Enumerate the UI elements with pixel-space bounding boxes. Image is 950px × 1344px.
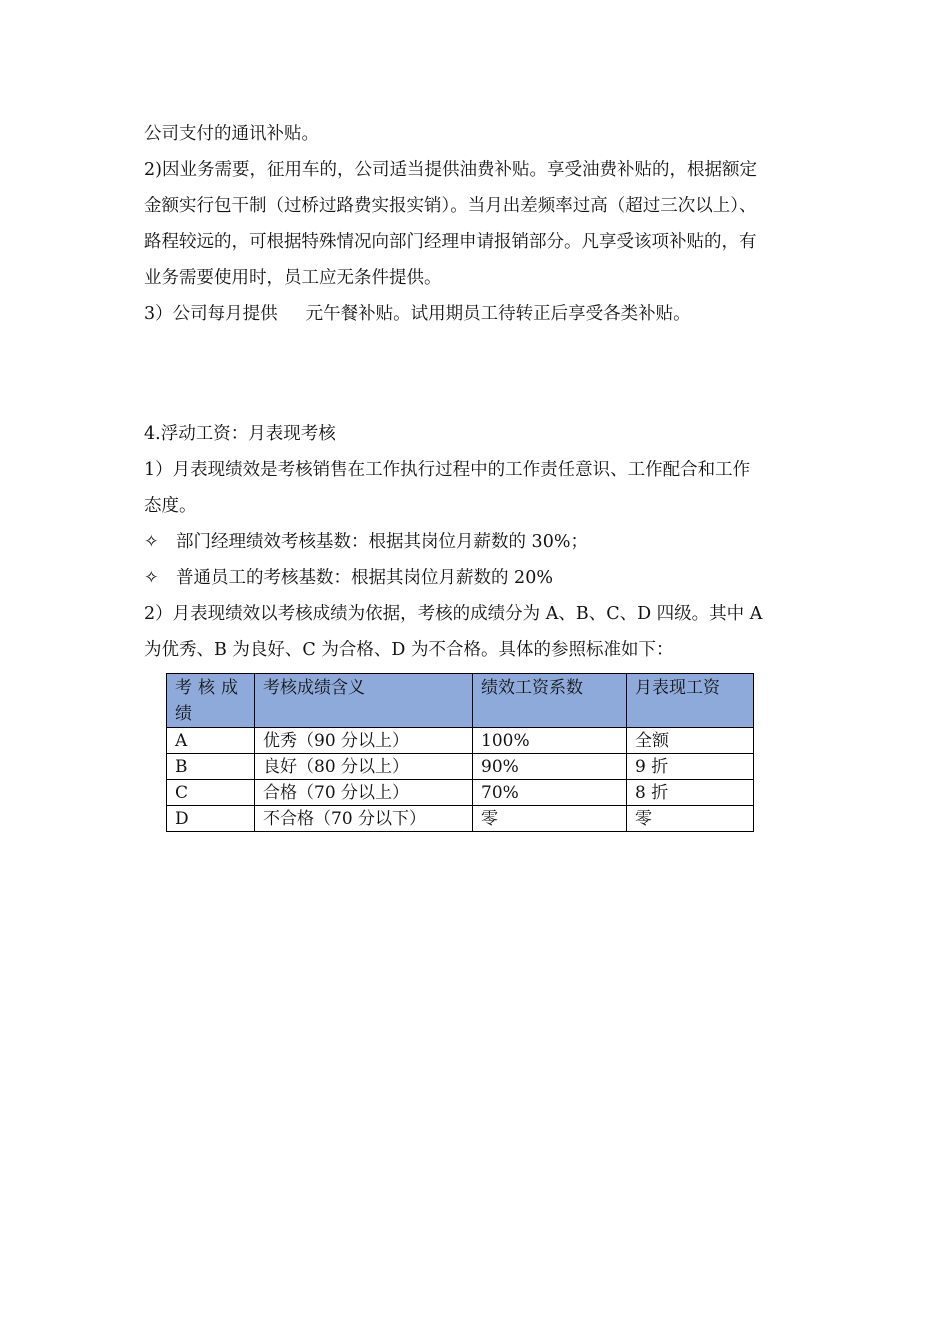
header-coefficient: 绩效工资系数 [473, 674, 627, 728]
cell-meaning: 良好（80 分以上） [255, 754, 473, 780]
paragraph-line: 公司支付的通讯补贴。 [144, 124, 319, 144]
allowance-section [144, 116, 810, 332]
bullet-item [144, 524, 810, 560]
paragraph-line: 1）月表现绩效是考核销售在工作执行过程中的工作责任意识、工作配合和工作 [144, 460, 751, 480]
cell-monthly-wage: 全额 [627, 728, 754, 754]
paragraph-line: 态度。 [144, 496, 197, 516]
bullet-text: 普通员工的考核基数：根据其岗位月薪数的 20% [176, 568, 553, 588]
paragraph-line: 金额实行包干制（过桥过路费实报实销）。当月出差频率过高（超过三次以上）、 [144, 196, 757, 216]
paragraph-line: 路程较远的，可根据特殊情况向部门经理申请报销部分。凡享受该项补贴的，有 [144, 232, 757, 252]
header-meaning: 考核成绩含义 [255, 674, 473, 728]
cell-meaning: 合格（70 分以上） [255, 780, 473, 806]
paragraph-line: 为优秀、B 为良好、C 为合格、D 为不合格。具体的参照标准如下： [144, 640, 674, 660]
paragraph-line: 业务需要使用时，员工应无条件提供。 [144, 268, 442, 288]
cell-monthly-wage: 零 [627, 806, 754, 832]
table-row [167, 780, 754, 806]
cell-grade: B [167, 754, 255, 780]
floating-salary-section [144, 416, 810, 668]
cell-meaning: 优秀（90 分以上） [255, 728, 473, 754]
cell-meaning: 不合格（70 分以下） [255, 806, 473, 832]
table-row [167, 754, 754, 780]
cell-monthly-wage: 9 折 [627, 754, 754, 780]
diamond-bullet-icon: ✧ [144, 568, 159, 588]
header-monthly-wage: 月表现工资 [627, 674, 754, 728]
diamond-bullet-icon: ✧ [144, 532, 159, 552]
cell-grade: C [167, 780, 255, 806]
cell-grade: D [167, 806, 255, 832]
cell-coefficient: 70% [473, 780, 627, 806]
table-header-row [167, 674, 754, 728]
paragraph-line: 2)因业务需要，征用车的，公司适当提供油费补贴。享受油费补贴的，根据额定 [144, 160, 757, 180]
cell-grade: A [167, 728, 255, 754]
bullet-item [144, 560, 810, 596]
meal-allowance-line [144, 296, 810, 332]
cell-coefficient: 90% [473, 754, 627, 780]
meal-line-before: 3）公司每月提供 [144, 304, 278, 324]
section-title: 4.浮动工资：月表现考核 [144, 424, 336, 444]
meal-line-after: 元午餐补贴。试用期员工待转正后享受各类补贴。 [305, 304, 691, 324]
table-row [167, 728, 754, 754]
bullet-text: 部门经理绩效考核基数：根据其岗位月薪数的 30%； [176, 532, 588, 552]
cell-coefficient: 100% [473, 728, 627, 754]
table-row [167, 806, 754, 832]
header-grade: 考核成绩 [167, 674, 255, 728]
cell-monthly-wage: 8 折 [627, 780, 754, 806]
paragraph-line: 2）月表现绩效以考核成绩为依据，考核的成绩分为 A、B、C、D 四级。其中 A [144, 604, 763, 624]
cell-coefficient: 零 [473, 806, 627, 832]
grade-table [166, 673, 754, 832]
